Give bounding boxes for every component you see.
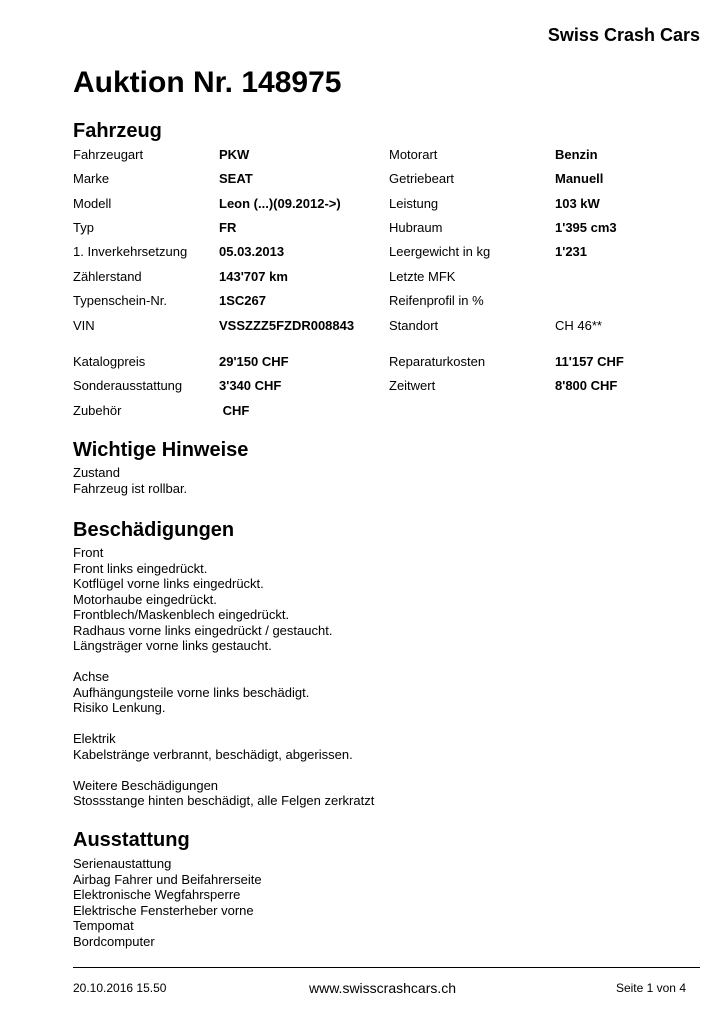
equipment-line: Bordcomputer xyxy=(73,933,155,949)
damage-line: Front links eingedrückt. xyxy=(73,560,208,576)
price-label: Zeitwert xyxy=(389,378,436,393)
price-label: Katalogpreis xyxy=(73,354,146,369)
price-label: Sonderausstattung xyxy=(73,378,183,393)
footer-website-link[interactable]: www.swisscrashcars.ch xyxy=(309,980,457,996)
spec-value: Leon (...)(09.2012->) xyxy=(219,196,341,211)
damages-heading: Beschädigungen xyxy=(73,519,235,541)
damage-line: Aufhängungsteile vorne links beschädigt. xyxy=(73,684,310,700)
damage-line: Radhaus vorne links eingedrückt / gestaucht. xyxy=(73,622,333,638)
vehicle-heading: Fahrzeug xyxy=(73,120,162,142)
damage-line: Kabelstränge verbrannt, beschädigt, abgerissen. xyxy=(73,746,353,762)
spec-label: Typenschein-Nr. xyxy=(73,293,167,308)
price-value: 11'157 CHF xyxy=(555,354,624,369)
equipment-line: Serienaustattung xyxy=(73,856,172,871)
spec-label: Standort xyxy=(389,318,439,333)
spec-value: 1SC267 xyxy=(219,293,266,308)
notes-line: Zustand xyxy=(73,465,120,480)
spec-label: Fahrzeugart xyxy=(73,147,144,162)
damage-line: Achse xyxy=(73,669,110,684)
spec-value: PKW xyxy=(219,147,250,162)
price-value: 8'800 CHF xyxy=(555,378,618,393)
price-label: Reparaturkosten xyxy=(389,354,486,369)
spec-value: VSSZZZ5FZDR008843 xyxy=(219,318,355,333)
spec-label: Typ xyxy=(73,220,94,235)
damage-line: Frontblech/Maskenblech eingedrückt. xyxy=(73,607,290,622)
damage-line: Elektrik xyxy=(73,731,116,746)
spec-label: Leergewicht in kg xyxy=(389,244,491,259)
equipment-heading: Ausstattung xyxy=(73,829,190,851)
spec-value: SEAT xyxy=(219,171,253,186)
spec-label: Leistung xyxy=(389,196,439,211)
spec-label: VIN xyxy=(73,318,95,333)
spec-label: Marke xyxy=(73,171,110,186)
equipment-line: Tempomat xyxy=(73,918,134,933)
footer-page-number: Seite 1 von 4 xyxy=(615,981,686,995)
damage-line: Weitere Beschädigungen xyxy=(73,777,219,793)
spec-value: 1'395 cm3 xyxy=(555,220,617,235)
spec-value: FR xyxy=(219,220,237,235)
damage-line: Kotflügel vorne links eingedrückt. xyxy=(73,576,264,591)
equipment-line: Elektrische Fensterheber vorne xyxy=(73,902,254,918)
spec-label: 1. Inverkehrsetzung xyxy=(73,244,188,259)
equipment-line: Airbag Fahrer und Beifahrerseite xyxy=(73,871,262,887)
price-label: Zubehör xyxy=(73,403,122,418)
damage-line: Front xyxy=(73,545,104,560)
brand-name: Swiss Crash Cars xyxy=(547,25,700,45)
notes-heading: Wichtige Hinweise xyxy=(73,439,249,461)
spec-label: Modell xyxy=(73,196,112,211)
spec-label: Letzte MFK xyxy=(389,269,456,284)
spec-value: Manuell xyxy=(555,171,604,186)
spec-value: Benzin xyxy=(555,147,598,162)
spec-label: Reifenprofil in % xyxy=(389,293,484,308)
equipment-line: Elektronische Wegfahrsperre xyxy=(73,887,241,902)
spec-label: Hubraum xyxy=(389,220,443,235)
damage-line: Risiko Lenkung. xyxy=(73,700,166,715)
spec-value: 1'231 xyxy=(555,244,588,259)
spec-value: 05.03.2013 xyxy=(219,244,285,259)
auction-title: Auktion Nr. 148975 xyxy=(73,66,342,99)
damage-line: Stossstange hinten beschädigt, alle Felgen zerkratzt xyxy=(73,793,375,808)
damage-line: Motorhaube eingedrückt. xyxy=(73,591,217,607)
spec-value: 103 kW xyxy=(555,196,600,211)
spec-label: Motorart xyxy=(389,147,438,162)
spec-label: Getriebeart xyxy=(389,171,455,186)
price-value: 29'150 CHF xyxy=(219,354,289,369)
footer-date: 20.10.2016 15.50 xyxy=(73,981,167,995)
spec-value: CH 46** xyxy=(555,318,602,333)
price-value: 3'340 CHF xyxy=(219,378,282,393)
spec-value: 143'707 km xyxy=(219,269,288,284)
notes-block xyxy=(73,465,187,496)
equipment-block xyxy=(73,856,262,949)
price-value: CHF xyxy=(219,403,250,418)
damages-block xyxy=(73,545,374,809)
spec-label: Zählerstand xyxy=(73,269,142,284)
damage-line: Längsträger vorne links gestaucht. xyxy=(73,638,272,653)
notes-line: Fahrzeug ist rollbar. xyxy=(73,480,188,496)
footer-divider xyxy=(73,967,700,968)
